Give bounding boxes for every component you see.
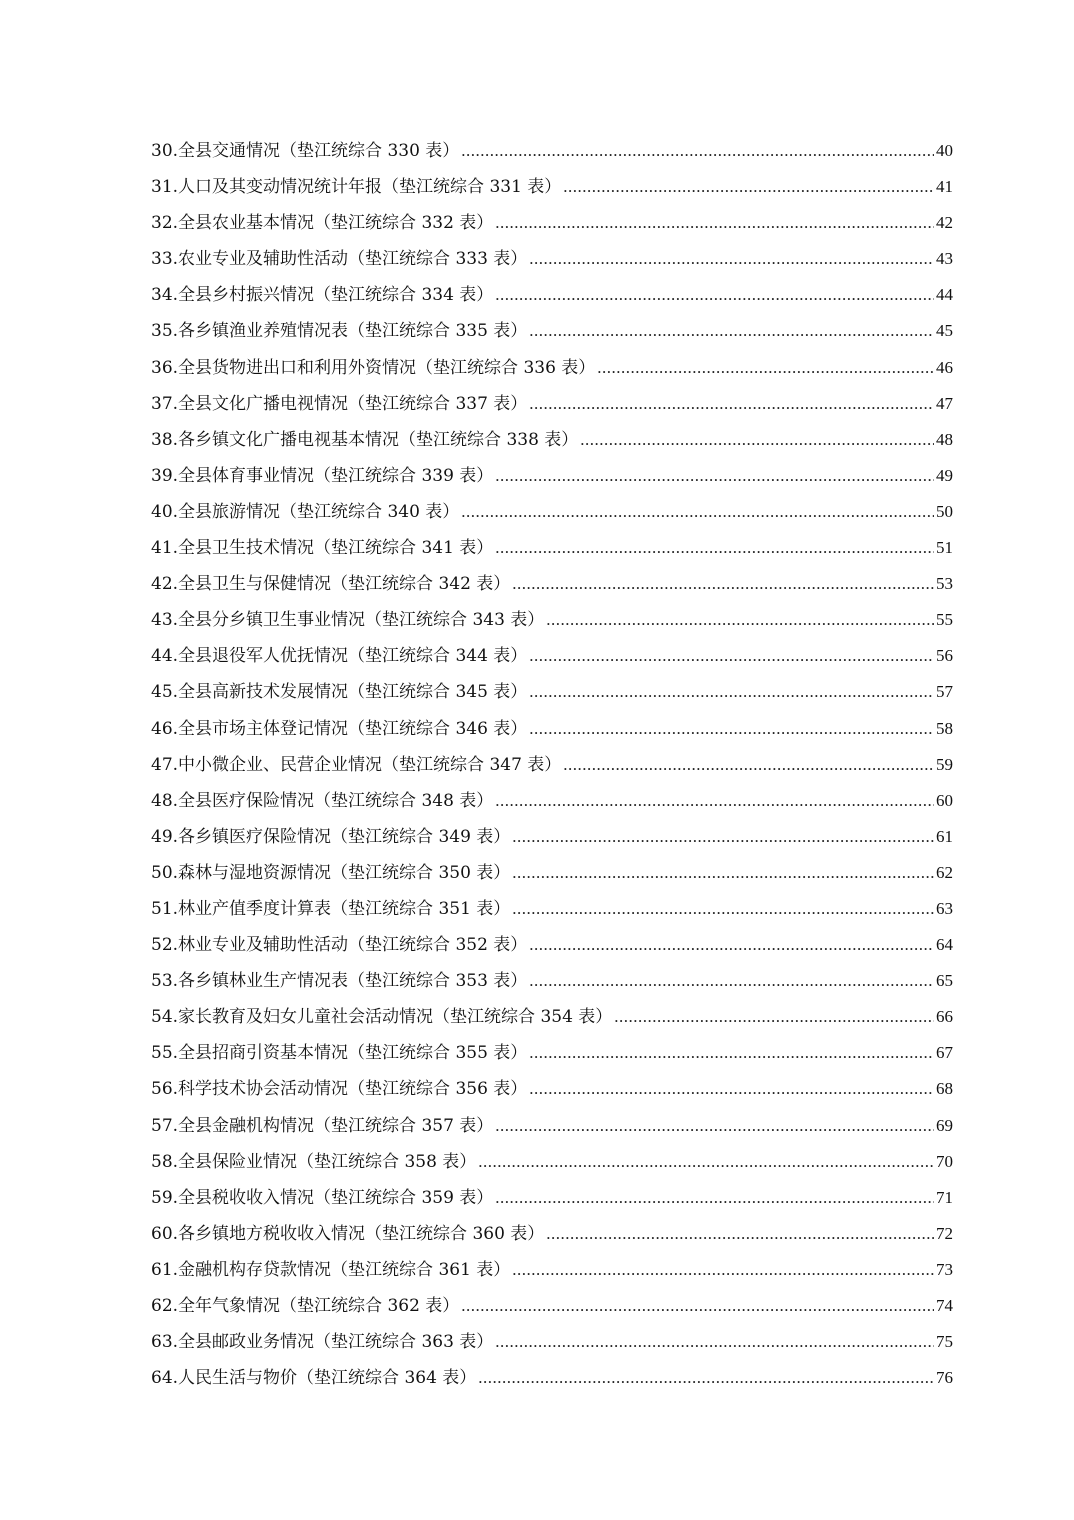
toc-entry-page-number: 43 bbox=[936, 249, 953, 269]
toc-entry[interactable] bbox=[151, 353, 953, 389]
toc-entry-page-number: 53 bbox=[936, 574, 953, 594]
toc-entry[interactable] bbox=[151, 1291, 953, 1327]
toc-entry[interactable] bbox=[151, 1183, 953, 1219]
toc-entry-title: 35.各乡镇渔业养殖情况表（垫江统综合 335 表） bbox=[151, 321, 528, 342]
toc-entry[interactable] bbox=[151, 605, 953, 641]
table-of-contents bbox=[151, 136, 953, 1399]
dot-leader bbox=[512, 574, 934, 594]
toc-entry[interactable] bbox=[151, 1327, 953, 1363]
toc-entry[interactable] bbox=[151, 858, 953, 894]
dot-leader bbox=[461, 502, 934, 522]
toc-entry-page-number: 60 bbox=[936, 790, 953, 810]
toc-entry-title: 42.全县卫生与保健情况（垫江统综合 342 表） bbox=[151, 574, 511, 595]
dot-leader bbox=[495, 466, 934, 486]
toc-entry-page-number: 70 bbox=[936, 1151, 953, 1171]
toc-entry[interactable] bbox=[151, 1074, 953, 1110]
toc-entry-title: 53.各乡镇林业生产情况表（垫江统综合 353 表） bbox=[151, 971, 528, 992]
toc-entry-title: 40.全县旅游情况（垫江统综合 340 表） bbox=[151, 501, 460, 522]
dot-leader bbox=[529, 971, 934, 991]
toc-entry[interactable] bbox=[151, 714, 953, 750]
toc-entry-title: 32.全县农业基本情况（垫江统综合 332 表） bbox=[151, 213, 494, 234]
toc-entry-title: 55.全县招商引资基本情况（垫江统综合 355 表） bbox=[151, 1043, 528, 1064]
dot-leader bbox=[529, 1079, 934, 1099]
toc-entry-title: 45.全县高新技术发展情况（垫江统综合 345 表） bbox=[151, 682, 528, 703]
dot-leader bbox=[512, 863, 934, 883]
toc-entry-title: 31.人口及其变动情况统计年报（垫江统综合 331 表） bbox=[151, 177, 562, 198]
toc-entry-page-number: 47 bbox=[936, 393, 953, 413]
toc-entry-page-number: 66 bbox=[936, 1007, 953, 1027]
toc-entry[interactable] bbox=[151, 461, 953, 497]
dot-leader bbox=[478, 1368, 934, 1388]
dot-leader bbox=[495, 285, 934, 305]
toc-entry-title: 49.各乡镇医疗保险情况（垫江统综合 349 表） bbox=[151, 826, 511, 847]
toc-entry-title: 57.全县金融机构情况（垫江统综合 357 表） bbox=[151, 1115, 494, 1136]
toc-entry-page-number: 68 bbox=[936, 1079, 953, 1099]
toc-entry-title: 43.全县分乡镇卫生事业情况（垫江统综合 343 表） bbox=[151, 610, 545, 631]
toc-entry[interactable] bbox=[151, 569, 953, 605]
toc-entry-page-number: 45 bbox=[936, 321, 953, 341]
toc-entry-title: 46.全县市场主体登记情况（垫江统综合 346 表） bbox=[151, 718, 528, 739]
toc-entry-page-number: 57 bbox=[936, 682, 953, 702]
toc-entry-page-number: 51 bbox=[936, 538, 953, 558]
toc-entry-page-number: 72 bbox=[936, 1223, 953, 1243]
toc-entry-title: 59.全县税收收入情况（垫江统综合 359 表） bbox=[151, 1187, 494, 1208]
toc-entry-page-number: 40 bbox=[936, 141, 953, 160]
dot-leader bbox=[563, 177, 934, 197]
toc-entry-title: 30.全县交通情况（垫江统综合 330 表） bbox=[151, 141, 460, 161]
toc-entry-page-number: 49 bbox=[936, 465, 953, 485]
toc-entry[interactable] bbox=[151, 136, 953, 172]
toc-entry-title: 34.全县乡村振兴情况（垫江统综合 334 表） bbox=[151, 285, 494, 306]
toc-entry-page-number: 55 bbox=[936, 610, 953, 630]
toc-entry-page-number: 48 bbox=[936, 429, 953, 449]
dot-leader bbox=[478, 1152, 934, 1172]
dot-leader bbox=[529, 682, 934, 702]
toc-entry-page-number: 46 bbox=[936, 357, 953, 377]
dot-leader bbox=[546, 610, 934, 630]
dot-leader bbox=[495, 1188, 934, 1208]
toc-entry-title: 58.全县保险业情况（垫江统综合 358 表） bbox=[151, 1151, 477, 1172]
toc-entry-title: 39.全县体育事业情况（垫江统综合 339 表） bbox=[151, 465, 494, 486]
toc-entry[interactable] bbox=[151, 208, 953, 244]
toc-entry[interactable] bbox=[151, 497, 953, 533]
toc-entry[interactable] bbox=[151, 677, 953, 713]
dot-leader bbox=[461, 141, 934, 161]
toc-entry-title: 33.农业专业及辅助性活动（垫江统综合 333 表） bbox=[151, 249, 528, 270]
toc-entry-title: 37.全县文化广播电视情况（垫江统综合 337 表） bbox=[151, 393, 528, 414]
dot-leader bbox=[495, 1116, 934, 1136]
toc-entry[interactable] bbox=[151, 533, 953, 569]
toc-entry-page-number: 73 bbox=[936, 1259, 953, 1279]
toc-entry[interactable] bbox=[151, 894, 953, 930]
dot-leader bbox=[529, 394, 934, 414]
toc-entry-title: 47.中小微企业、民营企业情况（垫江统综合 347 表） bbox=[151, 754, 562, 775]
toc-entry-page-number: 71 bbox=[936, 1187, 953, 1207]
dot-leader bbox=[495, 1332, 934, 1352]
toc-entry-page-number: 41 bbox=[936, 177, 953, 197]
toc-entry-title: 62.全年气象情况（垫江统综合 362 表） bbox=[151, 1296, 460, 1316]
dot-leader bbox=[529, 646, 934, 666]
dot-leader bbox=[529, 249, 934, 269]
toc-entry[interactable] bbox=[151, 1147, 953, 1183]
toc-entry[interactable] bbox=[151, 316, 953, 352]
toc-entry[interactable] bbox=[151, 389, 953, 425]
toc-entry-title: 51.林业产值季度计算表（垫江统综合 351 表） bbox=[151, 898, 511, 919]
toc-entry[interactable] bbox=[151, 1002, 953, 1038]
toc-entry[interactable] bbox=[151, 966, 953, 1002]
toc-entry-title: 44.全县退役军人优抚情况（垫江统综合 344 表） bbox=[151, 646, 528, 667]
dot-leader bbox=[495, 538, 934, 558]
toc-entry-page-number: 76 bbox=[936, 1368, 953, 1388]
dot-leader bbox=[512, 899, 934, 919]
toc-entry-title: 50.森林与湿地资源情况（垫江统综合 350 表） bbox=[151, 862, 511, 883]
toc-entry[interactable] bbox=[151, 750, 953, 786]
toc-entry-title: 64.人民生活与物价（垫江统综合 364 表） bbox=[151, 1368, 477, 1389]
toc-entry[interactable] bbox=[151, 1038, 953, 1074]
toc-entry[interactable] bbox=[151, 425, 953, 461]
toc-entry-title: 61.金融机构存贷款情况（垫江统综合 361 表） bbox=[151, 1259, 511, 1280]
dot-leader bbox=[495, 213, 934, 233]
dot-leader bbox=[512, 827, 934, 847]
toc-entry-page-number: 67 bbox=[936, 1043, 953, 1063]
toc-entry-page-number: 75 bbox=[936, 1332, 953, 1352]
toc-entry[interactable] bbox=[151, 1363, 953, 1399]
dot-leader bbox=[495, 791, 934, 811]
toc-entry[interactable] bbox=[151, 1255, 953, 1291]
toc-entry-title: 41.全县卫生技术情况（垫江统综合 341 表） bbox=[151, 538, 494, 559]
dot-leader bbox=[512, 1260, 934, 1280]
dot-leader bbox=[529, 719, 934, 739]
toc-entry-page-number: 69 bbox=[936, 1115, 953, 1135]
toc-entry-title: 56.科学技术协会活动情况（垫江统综合 356 表） bbox=[151, 1079, 528, 1100]
toc-entry-title: 60.各乡镇地方税收收入情况（垫江统综合 360 表） bbox=[151, 1223, 545, 1244]
toc-entry-title: 38.各乡镇文化广播电视基本情况（垫江统综合 338 表） bbox=[151, 429, 579, 450]
toc-entry[interactable] bbox=[151, 244, 953, 280]
toc-entry-page-number: 62 bbox=[936, 862, 953, 882]
toc-entry-page-number: 61 bbox=[936, 826, 953, 846]
toc-entry-page-number: 63 bbox=[936, 898, 953, 918]
toc-entry-page-number: 50 bbox=[936, 501, 953, 521]
toc-entry[interactable] bbox=[151, 1219, 953, 1255]
dot-leader bbox=[580, 430, 934, 450]
toc-entry-page-number: 64 bbox=[936, 935, 953, 955]
toc-entry-page-number: 44 bbox=[936, 285, 953, 305]
toc-entry-page-number: 74 bbox=[936, 1296, 953, 1315]
toc-entry-title: 52.林业专业及辅助性活动（垫江统综合 352 表） bbox=[151, 935, 528, 956]
toc-entry-title: 48.全县医疗保险情况（垫江统综合 348 表） bbox=[151, 790, 494, 811]
toc-entry-title: 36.全县货物进出口和利用外资情况（垫江统综合 336 表） bbox=[151, 357, 596, 378]
dot-leader bbox=[546, 1224, 934, 1244]
dot-leader bbox=[529, 1043, 934, 1063]
dot-leader bbox=[563, 755, 934, 775]
dot-leader bbox=[614, 1007, 934, 1027]
toc-entry[interactable] bbox=[151, 1111, 953, 1147]
toc-entry-page-number: 59 bbox=[936, 754, 953, 774]
dot-leader bbox=[529, 321, 934, 341]
dot-leader bbox=[461, 1296, 934, 1316]
toc-entry[interactable] bbox=[151, 786, 953, 822]
toc-entry-page-number: 42 bbox=[936, 213, 953, 233]
toc-entry[interactable] bbox=[151, 930, 953, 966]
toc-entry[interactable] bbox=[151, 280, 953, 316]
toc-entry-page-number: 65 bbox=[936, 971, 953, 991]
toc-entry-page-number: 58 bbox=[936, 718, 953, 738]
toc-entry-title: 63.全县邮政业务情况（垫江统综合 363 表） bbox=[151, 1332, 494, 1353]
dot-leader bbox=[597, 358, 934, 378]
toc-entry[interactable] bbox=[151, 641, 953, 677]
toc-entry[interactable] bbox=[151, 822, 953, 858]
toc-entry-page-number: 56 bbox=[936, 646, 953, 666]
toc-entry[interactable] bbox=[151, 172, 953, 208]
dot-leader bbox=[529, 935, 934, 955]
toc-entry-title: 54.家长教育及妇女儿童社会活动情况（垫江统综合 354 表） bbox=[151, 1007, 613, 1028]
